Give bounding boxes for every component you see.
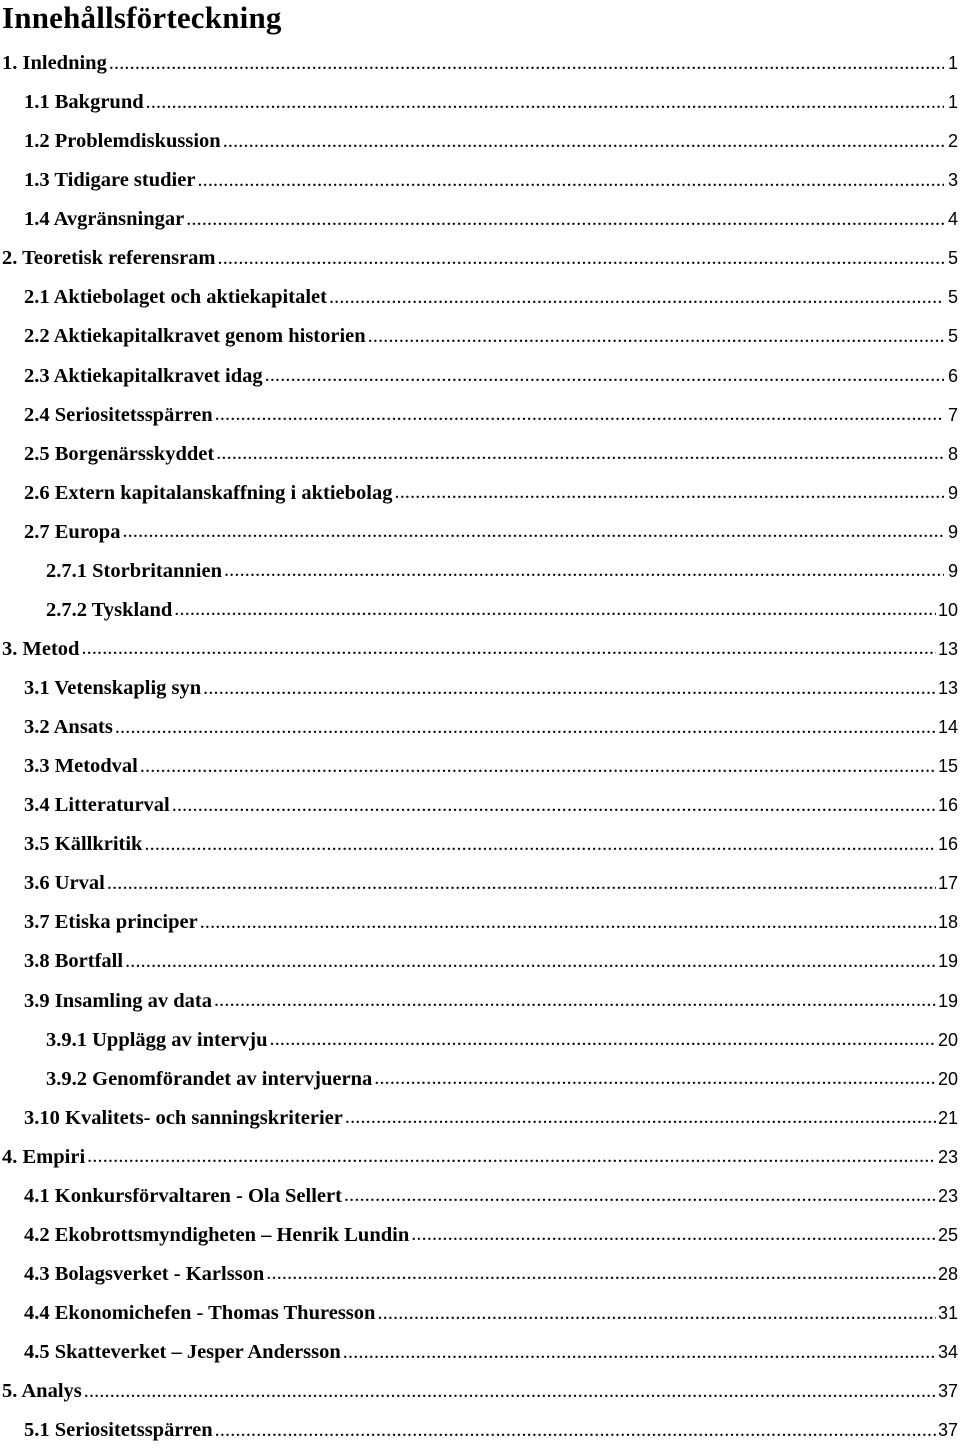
dot-leader bbox=[146, 91, 944, 115]
toc-entry[interactable] bbox=[0, 630, 960, 669]
dot-leader bbox=[172, 794, 936, 818]
toc-entry[interactable] bbox=[0, 317, 960, 356]
toc-entry[interactable] bbox=[0, 1060, 960, 1099]
toc-entry[interactable] bbox=[0, 1411, 960, 1450]
dot-leader bbox=[377, 1302, 936, 1326]
toc-entry[interactable] bbox=[0, 83, 960, 122]
toc-entry[interactable] bbox=[0, 1138, 960, 1177]
toc-entry[interactable] bbox=[0, 1372, 960, 1411]
dot-leader bbox=[223, 130, 944, 154]
dot-leader bbox=[214, 989, 936, 1013]
toc-entry-page-number: 1 bbox=[947, 92, 958, 113]
toc-entry-label: 3.1 Vetenskaplig syn bbox=[24, 677, 202, 700]
table-of-contents bbox=[0, 44, 960, 1450]
dot-leader bbox=[81, 637, 936, 661]
toc-entry-page-number: 2 bbox=[947, 131, 958, 152]
toc-entry[interactable] bbox=[0, 474, 960, 513]
toc-entry-label: 2.4 Seriositetsspärren bbox=[24, 403, 213, 426]
toc-entry[interactable] bbox=[0, 552, 960, 591]
toc-entry-page-number: 19 bbox=[937, 990, 958, 1011]
toc-entry-label: 1. Inledning bbox=[2, 52, 107, 75]
toc-entry-page-number: 16 bbox=[937, 795, 958, 816]
toc-entry-page-number: 5 bbox=[947, 326, 958, 347]
toc-entry-page-number: 9 bbox=[947, 560, 958, 581]
toc-entry[interactable] bbox=[0, 669, 960, 708]
dot-leader bbox=[144, 833, 936, 857]
dot-leader bbox=[109, 52, 944, 76]
toc-entry-label: 4. Empiri bbox=[2, 1145, 86, 1168]
dot-leader bbox=[368, 325, 944, 349]
toc-entry[interactable] bbox=[0, 982, 960, 1021]
toc-entry-page-number: 16 bbox=[937, 834, 958, 855]
toc-entry-page-number: 19 bbox=[937, 951, 958, 972]
toc-entry-page-number: 3 bbox=[947, 170, 958, 191]
toc-entry[interactable] bbox=[0, 161, 960, 200]
toc-entry-label: 3.7 Etiska principer bbox=[24, 911, 198, 934]
toc-entry-page-number: 20 bbox=[937, 1029, 958, 1050]
toc-entry-label: 4.5 Skatteverket – Jesper Andersson bbox=[24, 1341, 341, 1364]
toc-entry[interactable] bbox=[0, 903, 960, 942]
toc-entry-label: 4.2 Ekobrottsmyndigheten – Henrik Lundin bbox=[24, 1223, 410, 1246]
toc-entry-page-number: 6 bbox=[947, 365, 958, 386]
toc-entry-label: 5.1 Seriositetsspärren bbox=[24, 1419, 213, 1442]
toc-entry-label: 4.1 Konkursförvaltaren - Ola Sellert bbox=[24, 1184, 342, 1207]
dot-leader bbox=[215, 1419, 936, 1443]
toc-entry-label: 5. Analys bbox=[2, 1380, 82, 1403]
toc-entry[interactable] bbox=[0, 396, 960, 435]
dot-leader bbox=[218, 247, 944, 271]
dot-leader bbox=[216, 442, 944, 466]
toc-entry[interactable] bbox=[0, 591, 960, 630]
dot-leader bbox=[265, 364, 944, 388]
toc-entry-label: 3.5 Källkritik bbox=[24, 833, 143, 856]
dot-leader bbox=[186, 208, 944, 232]
dot-leader bbox=[125, 950, 936, 974]
toc-entry-page-number: 37 bbox=[937, 1420, 958, 1441]
toc-entry[interactable] bbox=[0, 1294, 960, 1333]
toc-entry-label: 2.7.2 Tyskland bbox=[46, 598, 173, 621]
toc-entry-page-number: 5 bbox=[947, 248, 958, 269]
toc-entry[interactable] bbox=[0, 825, 960, 864]
dot-leader bbox=[200, 911, 936, 935]
dot-leader bbox=[266, 1262, 936, 1286]
dot-leader bbox=[107, 872, 936, 896]
toc-entry-page-number: 4 bbox=[947, 209, 958, 230]
toc-entry-label: 4.3 Bolagsverket - Karlsson bbox=[24, 1262, 265, 1285]
dot-leader bbox=[140, 755, 936, 779]
dot-leader bbox=[203, 677, 936, 701]
toc-entry-page-number: 28 bbox=[937, 1263, 958, 1284]
toc-entry-label: 4.4 Ekonomichefen - Thomas Thuresson bbox=[24, 1302, 376, 1325]
toc-entry-label: 3. Metod bbox=[2, 637, 80, 660]
dot-leader bbox=[87, 1145, 936, 1169]
toc-entry-label: 3.10 Kvalitets- och sanningskriterier bbox=[24, 1106, 343, 1129]
toc-entry-label: 3.6 Urval bbox=[24, 872, 105, 895]
toc-entry-page-number: 31 bbox=[937, 1303, 958, 1324]
toc-entry-page-number: 13 bbox=[937, 678, 958, 699]
toc-entry-page-number: 20 bbox=[937, 1068, 958, 1089]
toc-entry[interactable] bbox=[0, 1177, 960, 1216]
toc-entry-label: 3.3 Metodval bbox=[24, 755, 138, 778]
dot-leader bbox=[344, 1184, 936, 1208]
toc-entry-label: 1.2 Problemdiskussion bbox=[24, 130, 221, 153]
toc-entry-page-number: 23 bbox=[937, 1146, 958, 1167]
page-title: Innehållsförteckning bbox=[2, 0, 282, 35]
toc-entry-label: 3.9.2 Genomförandet av intervjuerna bbox=[46, 1067, 373, 1090]
toc-entry[interactable] bbox=[0, 44, 960, 83]
toc-entry[interactable] bbox=[0, 357, 960, 396]
toc-entry-page-number: 25 bbox=[937, 1224, 958, 1245]
toc-entry[interactable] bbox=[0, 1333, 960, 1372]
toc-entry-page-number: 8 bbox=[947, 443, 958, 464]
toc-entry-label: 3.9 Insamling av data bbox=[24, 989, 212, 1012]
toc-entry-label: 1.3 Tidigare studier bbox=[24, 169, 196, 192]
toc-entry-label: 2.7 Europa bbox=[24, 520, 121, 543]
toc-entry[interactable] bbox=[0, 435, 960, 474]
toc-entry-label: 2.2 Aktiekapitalkravet genom historien bbox=[24, 325, 366, 348]
toc-entry-page-number: 10 bbox=[937, 599, 958, 620]
toc-entry[interactable] bbox=[0, 122, 960, 161]
toc-entry[interactable] bbox=[0, 278, 960, 317]
toc-entry-label: 2.5 Borgenärsskyddet bbox=[24, 442, 215, 465]
dot-leader bbox=[224, 559, 944, 583]
toc-entry[interactable] bbox=[0, 786, 960, 825]
toc-entry-page-number: 1 bbox=[947, 53, 958, 74]
toc-entry[interactable] bbox=[0, 708, 960, 747]
toc-entry[interactable] bbox=[0, 1255, 960, 1294]
toc-entry-page-number: 15 bbox=[937, 756, 958, 777]
dot-leader bbox=[115, 716, 936, 740]
toc-entry-label: 2. Teoretisk referensram bbox=[2, 247, 216, 270]
dot-leader bbox=[197, 169, 944, 193]
dot-leader bbox=[84, 1380, 936, 1404]
dot-leader bbox=[345, 1106, 936, 1130]
toc-entry-label: 2.6 Extern kapitalanskaffning i aktiebolag bbox=[24, 481, 393, 504]
toc-entry[interactable] bbox=[0, 942, 960, 981]
toc-entry-label: 3.2 Ansats bbox=[24, 716, 113, 739]
toc-entry-page-number: 34 bbox=[937, 1342, 958, 1363]
toc-entry-page-number: 5 bbox=[947, 287, 958, 308]
dot-leader bbox=[411, 1223, 936, 1247]
dot-leader bbox=[395, 481, 945, 505]
toc-entry-page-number: 17 bbox=[937, 873, 958, 894]
toc-entry-page-number: 13 bbox=[937, 638, 958, 659]
toc-entry-page-number: 9 bbox=[947, 521, 958, 542]
toc-entry[interactable] bbox=[0, 239, 960, 278]
toc-entry[interactable] bbox=[0, 200, 960, 239]
toc-entry-label: 3.9.1 Upplägg av intervju bbox=[46, 1028, 268, 1051]
toc-entry-label: 3.4 Litteraturval bbox=[24, 794, 170, 817]
toc-entry-page-number: 21 bbox=[937, 1107, 958, 1128]
toc-entry-page-number: 14 bbox=[937, 717, 958, 738]
dot-leader bbox=[374, 1067, 936, 1091]
toc-entry-label: 2.1 Aktiebolaget och aktiekapitalet bbox=[24, 286, 327, 309]
dot-leader bbox=[329, 286, 944, 310]
dot-leader bbox=[174, 598, 936, 622]
toc-entry-page-number: 23 bbox=[937, 1185, 958, 1206]
toc-entry-label: 3.8 Bortfall bbox=[24, 950, 124, 973]
toc-entry[interactable] bbox=[0, 1216, 960, 1255]
dot-leader bbox=[270, 1028, 936, 1052]
toc-entry-page-number: 7 bbox=[947, 404, 958, 425]
toc-entry-label: 2.7.1 Storbritannien bbox=[46, 559, 222, 582]
toc-entry-label: 1.4 Avgränsningar bbox=[24, 208, 185, 231]
toc-entry-label: 1.1 Bakgrund bbox=[24, 91, 144, 114]
toc-entry[interactable] bbox=[0, 747, 960, 786]
toc-entry[interactable] bbox=[0, 1099, 960, 1138]
toc-entry-page-number: 9 bbox=[947, 482, 958, 503]
toc-entry-page-number: 37 bbox=[937, 1381, 958, 1402]
dot-leader bbox=[122, 520, 944, 544]
dot-leader bbox=[343, 1341, 936, 1365]
toc-entry[interactable] bbox=[0, 864, 960, 903]
toc-entry[interactable] bbox=[0, 1021, 960, 1060]
dot-leader bbox=[215, 403, 944, 427]
toc-entry[interactable] bbox=[0, 513, 960, 552]
toc-entry-page-number: 18 bbox=[937, 912, 958, 933]
toc-entry-label: 2.3 Aktiekapitalkravet idag bbox=[24, 364, 263, 387]
